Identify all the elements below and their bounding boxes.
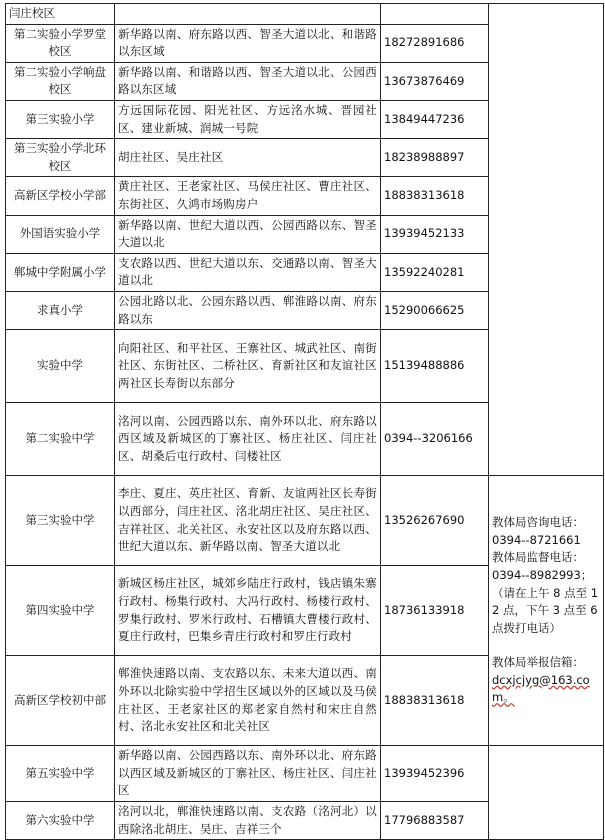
school-name-cell: 第二实验小学响盘校区: [6, 62, 115, 100]
area-cell: [115, 4, 381, 25]
phone-cell: 18272891686: [381, 24, 489, 62]
school-name-cell: 第二实验小学罗堂校区: [6, 24, 115, 62]
phone-cell: 15290066625: [381, 291, 489, 329]
phone-cell: 13939452133: [381, 215, 489, 253]
phone-cell: 18838313618: [381, 656, 489, 746]
area-cell: 郸淮快速路以南、支农路以东、未来大道以西、南外环以北除实验中学招生区域以外的区域以及马侯庄社区、王老家社区的郑老家自然村和宋庄自然村、洺北永安社区和北关社区: [115, 656, 381, 746]
table-row: [6, 476, 604, 566]
area-cell: 方远国际花园、阳光社区、方远洺水城、晋园社区、建业新城、润城一号院: [115, 100, 381, 138]
school-name-cell: 第四实验中学: [6, 566, 115, 656]
consult-phone-number: 0394--8721661: [492, 532, 581, 547]
area-cell: 洺河以北，郸淮快速路以南、支农路（洺河北）以西除洺北胡庄、吴庄、吉祥三个: [115, 802, 381, 840]
school-name-cell: 外国语实验小学: [6, 215, 115, 253]
area-cell: 新华路以南、府东路以西、智圣大道以北、和谐路以东区域: [115, 24, 381, 62]
report-email-label: 教体局举报信箱：: [492, 655, 584, 670]
school-name-cell: 闫庄校区: [6, 4, 115, 25]
area-cell: 公园北路以北、公园东路以西、郸淮路以南、府东路以东: [115, 291, 381, 329]
spacer: [492, 637, 600, 654]
area-cell: 支农路以西、世纪大道以东、交通路以南、智圣大道以北: [115, 253, 381, 291]
area-cell: 新华路以南、世纪大道以西、公园西路以东、智圣大道以北: [115, 215, 381, 253]
school-name-cell: 求真小学: [6, 291, 115, 329]
area-cell: 胡庄社区、吴庄社区: [115, 139, 381, 177]
phone-cell: 15139488886: [381, 330, 489, 403]
supervise-phone-label: 教体局监督电话：: [492, 550, 584, 565]
area-cell: 新城区杨庄社区，城郊乡陆庄行政村，钱店镇朱寨行政村、杨集行政村、大冯行政村、杨楼行政村、罗集行政村、罗米行政村、石槽镇大曹楼行政村、夏庄行政村，巴集乡青庄行政村和罗庄行政村: [115, 566, 381, 656]
table-row: [6, 746, 604, 802]
area-cell: 洺河以南、公园西路以东、南外环以北、府东路以西区域及新城区的丁寨社区、杨庄社区、闫庄社区、胡桑后屯行政村、闫楼社区: [115, 403, 381, 476]
school-name-cell: 第二实验中学: [6, 403, 115, 476]
area-cell: 李庄、夏庄、英庄社区、育新、友谊两社区长寿街以西部分，闫庄社区、洺北胡庄社区、吴庄社区、吉祥社区、北关社区、永安社区以及府东路以西、世纪大道以东、新华路以南、智圣大道以北: [115, 476, 381, 566]
school-name-cell: 高新区学校初中部: [6, 656, 115, 746]
phone-cell: 0394--3206166: [381, 403, 489, 476]
area-cell: 黄庄社区、王老家社区、马侯庄社区、曹庄社区、东街社区、久鸿市场购房户: [115, 177, 381, 215]
blank-cell: [489, 746, 604, 840]
area-cell: 新华路以南、和谐路以西、智圣大道以北、公园西路以东区域: [115, 62, 381, 100]
school-name-cell: 实验中学: [6, 330, 115, 403]
report-email-address: dcxjcjyg@163.com。: [492, 672, 590, 705]
school-name-cell: 高新区学校小学部: [6, 177, 115, 215]
phone-cell: 18736133918: [381, 566, 489, 656]
phone-cell: 13849447236: [381, 100, 489, 138]
school-name-cell: 第五实验中学: [6, 746, 115, 802]
school-name-cell: 第三实验小学北环校区: [6, 139, 115, 177]
phone-cell: 13526267690: [381, 476, 489, 566]
school-name-cell: 第三实验中学: [6, 476, 115, 566]
phone-cell: 17796883587: [381, 802, 489, 840]
phone-cell: 13592240281: [381, 253, 489, 291]
phone-cell: 13939452396: [381, 746, 489, 802]
school-name-cell: 郸城中学附属小学: [6, 253, 115, 291]
phone-cell: [381, 4, 489, 25]
supervise-phone-number: 0394--8982993；（请在上午 8 点至 12 点，下午 3 点至 6 点拨打电话）: [492, 567, 599, 635]
area-cell: 向阳社区、和平社区、王寨社区、城武社区、南街社区、东街社区、二桥社区、育新社区和友谊社区两社区长寿街以东部分: [115, 330, 381, 403]
phone-cell: 18238988897: [381, 139, 489, 177]
school-name-cell: 第六实验中学: [6, 802, 115, 840]
enrollment-table: [5, 3, 604, 840]
hotline-info-cell: [489, 476, 604, 746]
area-cell: 新华路以南、公园西路以东、南外环以北、府东路以西区域及新城区的丁寨社区、杨庄社区、闫庄社区: [115, 746, 381, 802]
blank-cell: [489, 4, 604, 476]
table-row: [6, 4, 604, 25]
phone-cell: 18838313618: [381, 177, 489, 215]
phone-cell: 13673876469: [381, 62, 489, 100]
consult-phone-label: 教体局咨询电话：: [492, 515, 584, 530]
school-name-cell: 第三实验小学: [6, 100, 115, 138]
